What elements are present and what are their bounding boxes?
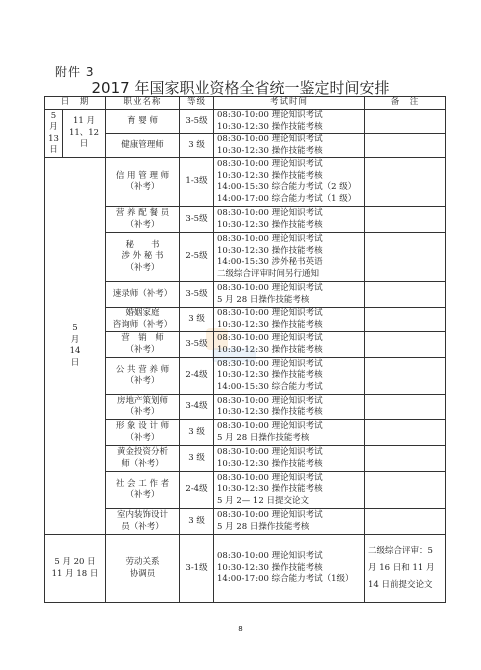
exam-time-cell: 08:30-10:00 理论知识考试 10:30-12:30 操作技能考核 <box>214 207 365 233</box>
note-cell <box>365 332 446 358</box>
level-cell: 2-4级 <box>180 472 214 509</box>
occupation-cell: 劳动关系 协调员 <box>106 535 180 603</box>
table-row <box>45 395 446 420</box>
page-number: 8 <box>238 625 243 633</box>
exam-time-cell: 08:30-10:00 理论知识考试 5 月 28 日操作技能考核 <box>214 282 365 308</box>
note-cell <box>365 395 446 420</box>
level-cell: 3 级 <box>180 420 214 446</box>
level-cell: 3 级 <box>180 509 214 535</box>
exam-time-cell: 08:30-10:00 理论知识考试 10:30-12:30 操作技能考核 14:00-17:00 综合能力考试（1级） <box>214 535 365 603</box>
table-row <box>45 446 446 472</box>
note-cell <box>365 446 446 472</box>
table-row <box>45 233 446 282</box>
table-header <box>45 97 446 110</box>
note-cell <box>365 472 446 509</box>
exam-time-cell: 08:30-10:00 理论知识考试 10:30-12:30 操作技能考核 <box>214 134 365 158</box>
header-note: 备 注 <box>365 97 446 110</box>
exam-time-cell: 08:30-10:00 理论知识考试 10:30-12:30 操作技能考核 <box>214 308 365 332</box>
table-row <box>45 535 446 603</box>
level-cell: 3-1级 <box>180 535 214 603</box>
exam-time-cell: 08:30-10:00 理论知识考试 5 月 28 日操作技能考核 <box>214 509 365 535</box>
level-cell: 3 级 <box>180 446 214 472</box>
note-cell: 二级综合评审：5 月 16 日和 11 月 14 日前提交论文 <box>365 535 446 603</box>
exam-time-cell: 08:30-10:00 理论知识考试 10:30-12:30 操作技能考核 <box>214 395 365 420</box>
occupation-cell: 黄金投资分析 师（补考） <box>106 446 180 472</box>
level-cell: 2-4级 <box>180 358 214 395</box>
note-cell <box>365 233 446 282</box>
table-row <box>45 472 446 509</box>
note-cell <box>365 158 446 207</box>
note-cell <box>365 134 446 158</box>
occupation-cell: 社 会 工 作 者 （补考） <box>106 472 180 509</box>
level-cell: 3-5级 <box>180 332 214 358</box>
table-row <box>45 420 446 446</box>
schedule-table <box>44 96 446 603</box>
occupation-cell: 室内装饰设计 员（补考） <box>106 509 180 535</box>
date-cell: 11 月 11、12 日 <box>63 110 106 158</box>
occupation-cell: 育 婴 师 <box>106 110 180 134</box>
level-cell: 3-4级 <box>180 395 214 420</box>
level-cell: 3-5级 <box>180 110 214 134</box>
attachment-label: 附件 3 <box>55 65 95 79</box>
exam-time-cell: 08:30-10:00 理论知识考试 10:30-12:30 操作技能考核 5 月 2— 12 日提交论文 <box>214 472 365 509</box>
occupation-cell: 营 养 配 餐 员 （补考） <box>106 207 180 233</box>
note-cell <box>365 358 446 395</box>
note-cell <box>365 420 446 446</box>
level-cell: 3-5级 <box>180 207 214 233</box>
header-occupation: 职业名称 <box>106 97 180 110</box>
occupation-cell: 公 共 营 养 师 （补考） <box>106 358 180 395</box>
exam-time-cell: 08:30-10:00 理论知识考试 10:30-12:30 操作技能考核 <box>214 446 365 472</box>
table-row <box>45 207 446 233</box>
header-level: 等级 <box>180 97 214 110</box>
header-date: 日 期 <box>45 97 106 110</box>
occupation-cell: 营 销 师 （补考） <box>106 332 180 358</box>
table-row <box>45 332 446 358</box>
table-row <box>45 509 446 535</box>
exam-time-cell: 08:30-10:00 理论知识考试 10:30-12:30 操作技能考核 <box>214 332 365 358</box>
level-cell: 2-5级 <box>180 233 214 282</box>
occupation-cell: 房地产策划师 （补考） <box>106 395 180 420</box>
date-cell: 5 月 14 日 <box>45 158 106 535</box>
note-cell <box>365 509 446 535</box>
table-row <box>45 358 446 395</box>
exam-time-cell: 08:30-10:00 理论知识考试 10:30-12:30 操作技能考核 14:00-15:30 综合能力考试（2 级） 14:00-17:00 综合能力考试（1 级） <box>214 158 365 207</box>
note-cell <box>365 308 446 332</box>
table-row <box>45 308 446 332</box>
table-row <box>45 134 446 158</box>
page-title: 2017 年国家职业资格全省统一鉴定时间安排 <box>91 79 390 97</box>
occupation-cell: 形 象 设 计 师 （补考） <box>106 420 180 446</box>
date-cell: 5 月 13 日 <box>45 110 63 158</box>
note-cell <box>365 207 446 233</box>
exam-time-cell: 08:30-10:00 理论知识考试 10:30-12:30 操作技能考核 14:00-15:30 综合能力考试 <box>214 358 365 395</box>
occupation-cell: 秘 书 涉 外 秘 书 （补考） <box>106 233 180 282</box>
level-cell: 3 级 <box>180 308 214 332</box>
date-cell: 5 月 20 日 11 月 18 日 <box>45 535 106 603</box>
table-row <box>45 110 446 134</box>
level-cell: 1-3级 <box>180 158 214 207</box>
note-cell <box>365 110 446 134</box>
header-exam-time: 考试时间 <box>214 97 365 110</box>
occupation-cell: 速录师（补考） <box>106 282 180 308</box>
occupation-cell: 婚姻家庭 咨询师（补考） <box>106 308 180 332</box>
level-cell: 3-5级 <box>180 282 214 308</box>
table-row <box>45 158 446 207</box>
table-row <box>45 282 446 308</box>
note-cell <box>365 282 446 308</box>
occupation-cell: 信 用 管 理 师 （补考） <box>106 158 180 207</box>
exam-time-cell: 08:30-10:00 理论知识考试 10:30-12:30 操作技能考核 <box>214 110 365 134</box>
exam-time-cell: 08:30-10:00 理论知识考试 10:30-12:30 操作技能考核 14:00-15:30 涉外秘书英语 二级综合评审时间另行通知 <box>214 233 365 282</box>
exam-time-cell: 08:30-10:00 理论知识考试 5 月 28 日操作技能考核 <box>214 420 365 446</box>
level-cell: 3 级 <box>180 134 214 158</box>
occupation-cell: 健康管理师 <box>106 134 180 158</box>
